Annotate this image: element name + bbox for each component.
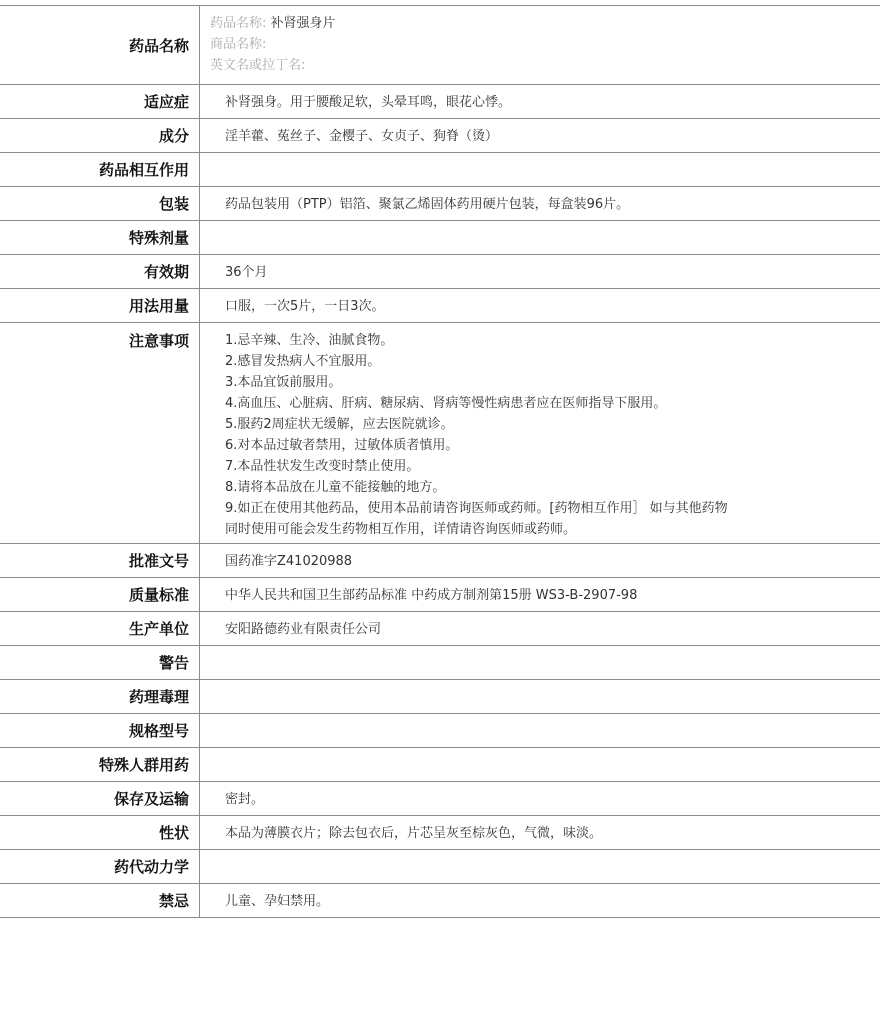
row-ingredients (0, 119, 880, 153)
value-special-dosage (200, 221, 880, 254)
value-contraindications: 儿童、孕妇禁用。 (225, 894, 330, 909)
row-special-dosage (0, 221, 880, 255)
label-manufacturer: 生产单位 (0, 612, 200, 645)
trade-name-line (210, 34, 880, 55)
precaution-continuation: 同时使用可能会发生药物相互作用，详情请咨询医师或药师。 (225, 522, 577, 537)
row-specification (0, 714, 880, 748)
value-manufacturer: 安阳路德药业有限责任公司 (225, 622, 382, 637)
row-expiry (0, 255, 880, 289)
label-interactions: 药品相互作用 (0, 153, 200, 186)
label-ingredients: 成分 (0, 119, 200, 152)
row-usage (0, 289, 880, 323)
label-indications: 适应症 (0, 85, 200, 118)
generic-name-line (210, 13, 880, 34)
generic-name-value: 补肾强身片 (270, 16, 336, 31)
label-storage: 保存及运输 (0, 782, 200, 815)
label-packaging: 包装 (0, 187, 200, 220)
precaution-item: 5.服药2周症状无缓解，应去医院就诊。 (225, 417, 454, 432)
value-storage: 密封。 (225, 792, 265, 807)
label-standard: 质量标准 (0, 578, 200, 611)
row-contraindications (0, 884, 880, 918)
row-manufacturer (0, 612, 880, 646)
value-packaging: 药品包装用（PTP）铝箔、聚氯乙烯固体药用硬片包装，每盒装96片。 (225, 197, 630, 212)
label-special-population: 特殊人群用药 (0, 748, 200, 781)
label-contraindications: 禁忌 (0, 884, 200, 917)
row-appearance (0, 816, 880, 850)
value-drug-name (200, 6, 880, 84)
english-name-line (210, 55, 880, 76)
value-expiry: 36个月 (225, 265, 268, 280)
label-warning: 警告 (0, 646, 200, 679)
label-toxicology: 药理毒理 (0, 680, 200, 713)
precaution-item: 6.对本品过敏者禁用，过敏体质者慎用。 (225, 438, 459, 453)
label-usage: 用法用量 (0, 289, 200, 322)
row-indications (0, 85, 880, 119)
value-appearance: 本品为薄膜衣片；除去包衣后，片芯呈灰至棕灰色，气微，味淡。 (225, 826, 603, 841)
value-interactions (200, 153, 880, 186)
precaution-item: 3.本品宜饭前服用。 (225, 375, 342, 390)
label-expiry: 有效期 (0, 255, 200, 288)
english-name-key: 英文名或拉丁名: (210, 58, 306, 73)
value-approval: 国药准字Z41020988 (225, 554, 353, 569)
row-packaging (0, 187, 880, 221)
trade-name-key: 商品名称: (210, 37, 267, 52)
generic-name-key: 药品名称: (210, 16, 267, 31)
value-ingredients: 淫羊藿、菟丝子、金樱子、女贞子、狗脊（烫） (225, 129, 499, 144)
value-indications: 补肾强身。用于腰酸足软，头晕耳鸣，眼花心悸。 (225, 95, 512, 110)
precaution-item: 7.本品性状发生改变时禁止使用。 (225, 459, 420, 474)
value-special-population (200, 748, 880, 781)
row-interactions (0, 153, 880, 187)
label-pharmacokinetics: 药代动力学 (0, 850, 200, 883)
row-toxicology (0, 680, 880, 714)
precaution-item: 2.感冒发热病人不宜服用。 (225, 354, 381, 369)
precaution-item: 9.如正在使用其他药品，使用本品前请咨询医师或药师。[药物相互作用］ 如与其他药物 (225, 501, 728, 516)
precaution-item: 8.请将本品放在儿童不能接触的地方。 (225, 480, 446, 495)
label-approval: 批准文号 (0, 544, 200, 577)
value-precautions (200, 323, 880, 543)
precaution-item: 4.高血压、心脏病、肝病、糖尿病、肾病等慢性病患者应在医师指导下服用。 (225, 396, 667, 411)
label-specification: 规格型号 (0, 714, 200, 747)
drug-info-table (0, 5, 880, 918)
row-standard (0, 578, 880, 612)
precaution-item: 1.忌辛辣、生冷、油腻食物。 (225, 333, 394, 348)
value-usage: 口服，一次5片，一日3次。 (225, 299, 385, 314)
value-specification (200, 714, 880, 747)
row-warning (0, 646, 880, 680)
label-precautions: 注意事项 (0, 323, 200, 543)
value-toxicology (200, 680, 880, 713)
row-special-population (0, 748, 880, 782)
row-drug-name (0, 6, 880, 85)
label-drug-name: 药品名称 (0, 6, 200, 84)
row-pharmacokinetics (0, 850, 880, 884)
value-warning (200, 646, 880, 679)
label-appearance: 性状 (0, 816, 200, 849)
row-approval (0, 544, 880, 578)
row-precautions (0, 323, 880, 544)
row-storage (0, 782, 880, 816)
value-standard: 中华人民共和国卫生部药品标准 中药成方制剂第15册 WS3-B-2907-98 (225, 588, 638, 603)
value-pharmacokinetics (200, 850, 880, 883)
label-special-dosage: 特殊剂量 (0, 221, 200, 254)
